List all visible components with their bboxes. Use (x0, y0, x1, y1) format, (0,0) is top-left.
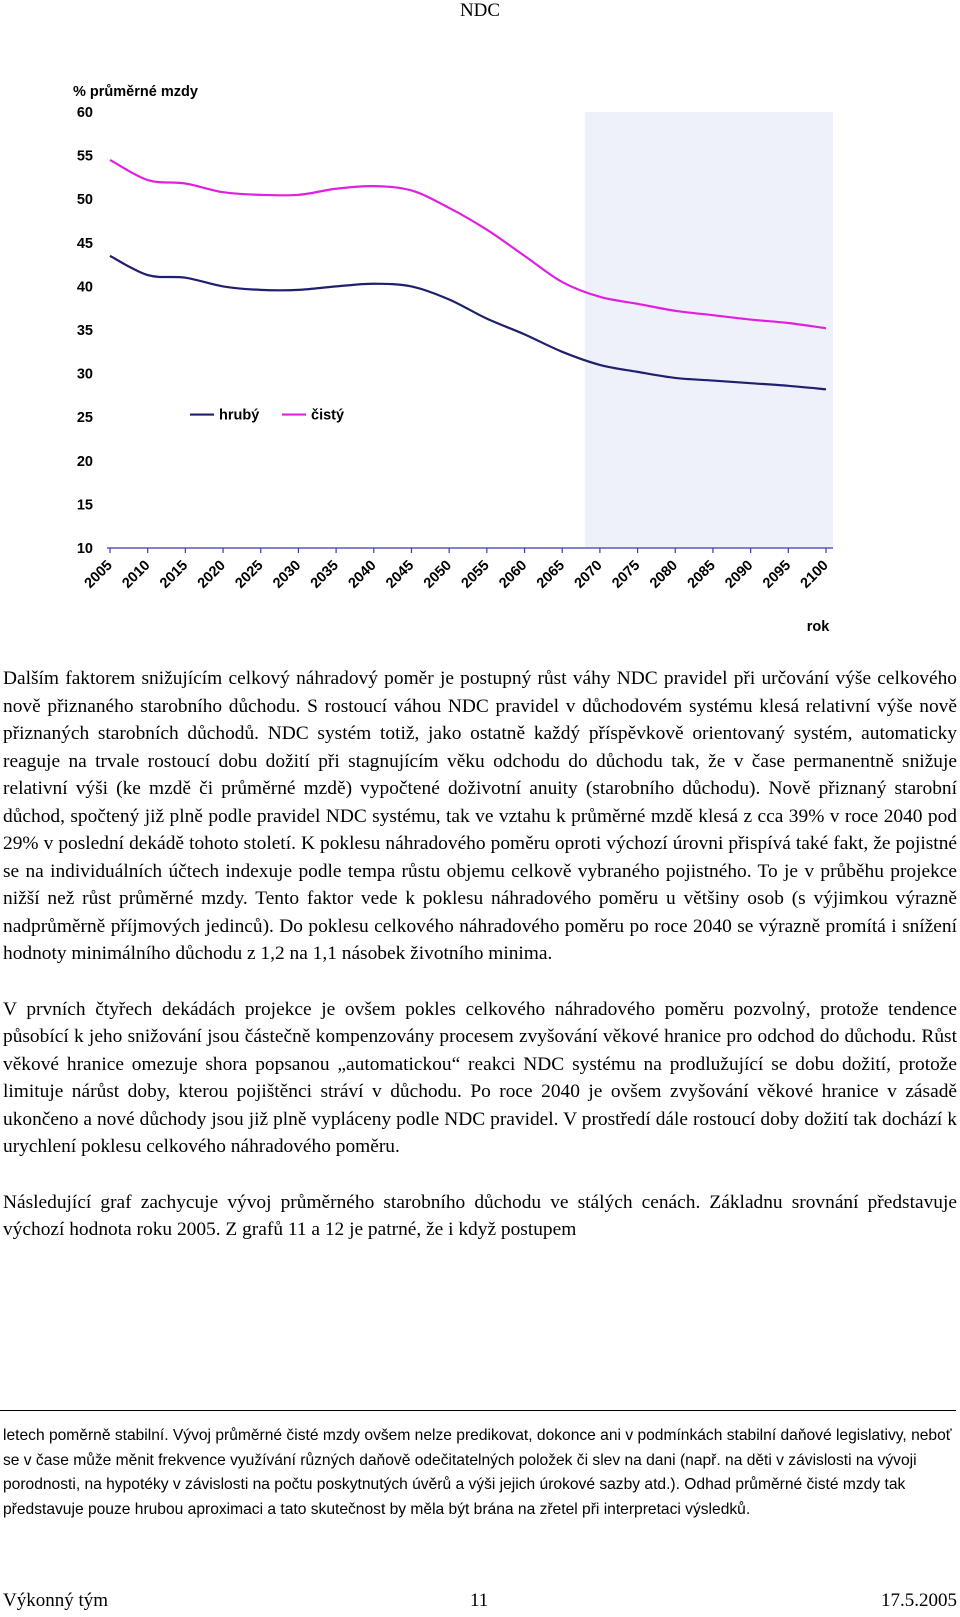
y-tick-label: 25 (76, 410, 93, 427)
body-text (3, 665, 957, 1272)
y-tick-label: 20 (76, 453, 93, 470)
paragraph-2: V prvních čtyřech dekádách projekce je ovšem pokles celkového náhradového poměru pozvolný, protože tendence působící k jeho snižování jsou částečně kompenzovány procesem zvyšování věkové hranice pro odchod do důchodu. Růst věkové hranice omezuje shora popsanou „automatickou“ reakci NDC systému na prodlužující se dobu dožití, protože limituje nárůst doby, kterou pojištěnci stráví v důchodu. Po roce 2040 je ovšem zvyšování věkové hranice v zásadě ukončeno a nové důchody jsou již plně vypláceny podle NDC pravidel. V prostředí dále rostoucí doby dožití tak dochází k urychlení poklesu celkového náhradového poměru. (3, 998, 957, 1157)
paragraph-1: Dalším faktorem snižujícím celkový náhradový poměr je postupný růst váhy NDC pravidel při určování výše celkového nově přiznaného starobního důchodu. S rostoucí váhou NDC pravidel v důchodovém systému klesá relativní výše nově přiznaných starobních důchodů. NDC systém totiž, jako ostatně každý příspěvkově orientovaný systém, automaticky reaguje na trvale rostoucí dobu dožití při stagnujícím věku odchodu do důchodu tak, že v čase permanentně snižuje relativní výši (ke mzdě či průměrné mzdě) vypočtené doživotní anuity (starobního důchodu). Nově přiznaný starobní důchod, spočtený již plně podle pravidel NDC systému, tak ve vztahu k průměrné mzdě klesá z cca 39% v roce 2040 pod 29% v poslední dekádě tohoto století. K poklesu náhradového poměru oproti výchozí úrovni přispívá také fakt, že pojistné se na individuálních účtech indexuje podle tempa růstu objemu celkově vybraného pojistného. To je v průběhu projekce nižší než růst průměrné mzdy. Tento faktor vede k poklesu náhradového poměru u většiny osob (s výjimkou výrazně nadprůměrně příjmových jedinců). Do poklesu celkového náhradového poměru po roce 2040 se výrazně promítá i snížení hodnoty minimálního důchodu z 1,2 na 1,1 násobek životního minima. (3, 668, 957, 964)
x-axis-title: rok (806, 619, 830, 635)
x-tick-label: 2090 (722, 557, 757, 592)
x-tick-label: 2055 (458, 557, 493, 592)
y-tick-label: 10 (76, 541, 93, 557)
x-tick-label: 2030 (270, 557, 305, 592)
x-tick-label: 2095 (760, 557, 795, 592)
y-tick-label: 40 (76, 279, 93, 296)
x-tick-label: 2045 (383, 557, 418, 592)
x-tick-label: 2075 (609, 557, 644, 592)
x-tick-label: 2010 (119, 557, 154, 592)
y-tick-label: 15 (76, 497, 93, 514)
footer-team: Výkonný tým (3, 1590, 109, 1611)
x-tick-label: 2040 (345, 557, 380, 592)
legend-label: čistý (311, 407, 345, 424)
header-title: NDC (459, 0, 501, 21)
x-tick-label: 2070 (571, 557, 606, 592)
footer-date: 17.5.2005 (881, 1590, 957, 1611)
y-tick-label: 55 (76, 148, 93, 165)
y-tick-label: 50 (76, 192, 93, 209)
x-tick-label: 2025 (232, 557, 267, 592)
page-header (0, 0, 960, 22)
x-tick-label: 2020 (194, 557, 229, 592)
page-number: 11 (470, 1590, 489, 1611)
chart-svg (0, 60, 960, 660)
x-tick-label: 2050 (420, 557, 455, 592)
x-tick-label: 2060 (496, 557, 531, 592)
projection-shade (585, 112, 833, 548)
x-tick-label: 2100 (797, 557, 832, 592)
x-tick-label: 2065 (533, 557, 569, 592)
x-tick-label: 2035 (307, 557, 342, 592)
y-tick-label: 35 (76, 323, 93, 339)
paragraph-3: Následující graf zachycuje vývoj průměrného starobního důchodu ve stálých cenách. Základnu srovnání představuje výchozí hodnota roku 2005. Z grafů 11 a 12 je patrné, že i když postupem (3, 1191, 957, 1240)
footnote-separator (0, 1410, 956, 1411)
y-tick-label: 45 (76, 235, 93, 252)
y-axis-title: % průměrné mzdy (73, 84, 198, 100)
replacement-ratio-chart (0, 60, 960, 660)
y-tick-label: 30 (76, 366, 93, 383)
x-tick-label: 2080 (646, 557, 682, 592)
x-tick-label: 2085 (684, 557, 719, 592)
footnote: letech poměrně stabilní. Vývoj průměrné čisté mzdy ovšem nelze predikovat, dokonce ani v podmínkách stabilní daňové legislativy, neboť se v čase může měnit frekvence využívání různých daňově odečitatelných položek či slev na dani (např. na děti v závislosti na vývoji porodnosti, na hypotéky v závislosti na počtu poskytnutých úvěrů a výši jejich úrokové sazby atd.). Odhad průměrné čisté mzdy tak představuje pouze hrubou aproximaci a tato skutečnost by měla být brána na zřetel při interpretaci výsledků. (3, 1427, 952, 1518)
legend-label: hrubý (219, 407, 260, 424)
x-tick-label: 2015 (157, 557, 192, 592)
y-tick-label: 60 (76, 105, 93, 121)
x-tick-label: 2005 (81, 557, 116, 592)
